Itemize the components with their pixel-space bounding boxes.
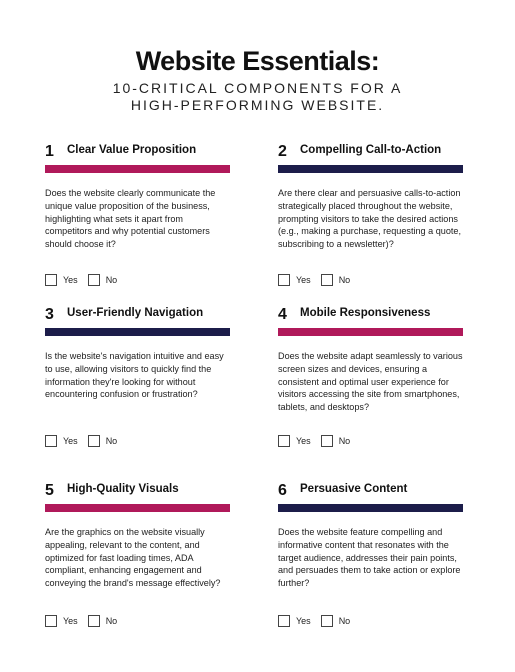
card-heading: Mobile Responsiveness: [300, 307, 431, 319]
no-checkbox[interactable]: [88, 274, 100, 286]
card-description: Are the graphics on the website visually appealing, relevant to the content, and optimized for fast loading times, ADA compliant, enhancing engagement and conveying the brand's message effectively?: [45, 527, 221, 589]
no-label: No: [338, 275, 351, 285]
yes-checkbox[interactable]: [45, 615, 57, 627]
card-description: Does the website clearly communicate the unique value proposition of the business, highlighting what sets it apart from competitors and why potential customers should choose it?: [45, 188, 216, 250]
card-accent-bar: [278, 328, 463, 336]
card-user-friendly-navigation: [45, 306, 230, 446]
card-accent-bar: [45, 504, 230, 512]
card-accent-bar: [278, 165, 463, 173]
no-checkbox[interactable]: [88, 615, 100, 627]
card-compelling-call-to-action: [278, 143, 463, 285]
yes-checkbox[interactable]: [278, 274, 290, 286]
card-heading: High-Quality Visuals: [67, 483, 179, 495]
yes-no-group: [278, 274, 360, 286]
no-label: No: [338, 616, 351, 626]
card-heading: Clear Value Proposition: [67, 144, 197, 156]
no-label: No: [105, 436, 118, 446]
card-description: Are there clear and persuasive calls-to-action strategically placed throughout the website, prompting visitors to take the desired actions (e.g., making a purchase, requesting a quote, subscribing to a newsletter)?: [278, 188, 461, 250]
card-number: 2: [278, 143, 287, 160]
yes-no-group: [45, 615, 127, 627]
card-number: 4: [278, 306, 287, 323]
card-description: Does the website adapt seamlessly to various screen sizes and devices, ensuring a consistent and optimal user experience for visitors accessing the site from smartphones, tablets, and desktops?: [278, 351, 463, 413]
page-subtitle: [0, 80, 515, 114]
card-high-quality-visuals: [45, 482, 230, 626]
yes-no-group: [278, 435, 360, 447]
card-clear-value-proposition: [45, 143, 230, 285]
no-checkbox[interactable]: [321, 615, 333, 627]
card-description: Does the website feature compelling and informative content that resonates with the target audience, addresses their pain points, and persuades them to take action or explore further?: [278, 527, 461, 589]
yes-no-group: [45, 435, 127, 447]
subtitle-line-1: 10-CRITICAL COMPONENTS FOR A: [112, 80, 403, 96]
yes-checkbox[interactable]: [45, 435, 57, 447]
yes-label: Yes: [296, 436, 311, 446]
card-persuasive-content: [278, 482, 463, 626]
card-description: Is the website's navigation intuitive and easy to use, allowing visitors to quickly find the information they're looking for without encountering confusion or frustration?: [45, 351, 224, 400]
yes-no-group: [278, 615, 360, 627]
card-number: 5: [45, 482, 54, 499]
card-accent-bar: [45, 165, 230, 173]
no-label: No: [338, 436, 351, 446]
no-checkbox[interactable]: [321, 274, 333, 286]
card-heading: User-Friendly Navigation: [67, 307, 204, 319]
card-heading: Persuasive Content: [300, 483, 408, 495]
yes-label: Yes: [63, 436, 78, 446]
yes-label: Yes: [296, 275, 311, 285]
card-heading: Compelling Call-to-Action: [300, 144, 442, 156]
card-accent-bar: [45, 328, 230, 336]
yes-label: Yes: [63, 275, 78, 285]
card-number: 6: [278, 482, 287, 499]
yes-no-group: [45, 274, 127, 286]
page-title: Website Essentials:: [135, 46, 380, 76]
card-accent-bar: [278, 504, 463, 512]
yes-label: Yes: [296, 616, 311, 626]
no-checkbox[interactable]: [88, 435, 100, 447]
card-mobile-responsiveness: [278, 306, 463, 446]
yes-label: Yes: [63, 616, 78, 626]
card-number: 3: [45, 306, 54, 323]
yes-checkbox[interactable]: [278, 435, 290, 447]
card-number: 1: [45, 143, 54, 160]
subtitle-line-2: HIGH-PERFORMING WEBSITE.: [130, 97, 385, 113]
no-checkbox[interactable]: [321, 435, 333, 447]
no-label: No: [105, 616, 118, 626]
no-label: No: [105, 275, 118, 285]
yes-checkbox[interactable]: [45, 274, 57, 286]
yes-checkbox[interactable]: [278, 615, 290, 627]
